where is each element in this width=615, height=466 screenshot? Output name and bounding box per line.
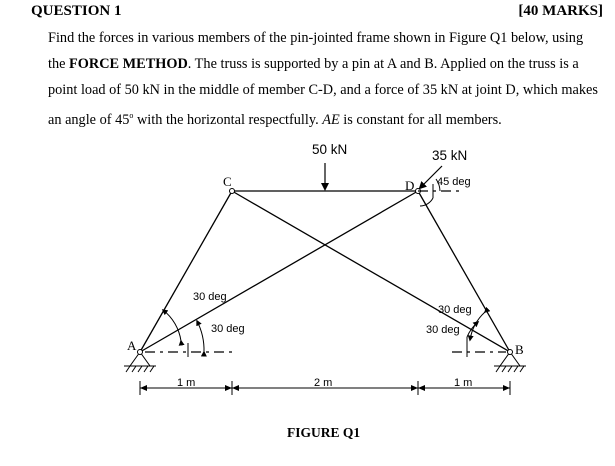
question-text-part4: is constant for all members. (339, 111, 502, 128)
angle-label-d: 45 deg (437, 176, 471, 188)
joint-c (230, 189, 235, 194)
question-marks: [40 MARKS] (518, 3, 603, 19)
dimension-label-middle: 2 m (314, 377, 333, 389)
load-label-center: 50 kN (312, 142, 348, 157)
node-label-a: A (127, 338, 137, 353)
method-name: FORCE METHOD (69, 56, 188, 72)
question-text-part3: with the horizontal respectfully. (133, 111, 323, 128)
angle-label-b-upper: 30 deg (438, 304, 472, 316)
dimension-label-right: 1 m (454, 377, 473, 389)
angle-arc-a-lower (197, 321, 204, 352)
degree-symbol: o (129, 111, 134, 120)
angle-label-a-lower: 30 deg (211, 323, 245, 335)
ae-symbol: AE (322, 111, 340, 128)
angle-label-b-lower: 30 deg (426, 324, 460, 336)
angle-arc-a-upper (163, 310, 181, 341)
load-label-d: 35 kN (432, 148, 468, 163)
figure-caption: FIGURE Q1 (287, 425, 361, 440)
question-title: QUESTION 1 (31, 3, 122, 19)
node-label-b: B (515, 342, 524, 357)
angle-label-a-upper: 30 deg (193, 291, 227, 303)
node-label-c: C (223, 174, 232, 189)
node-label-d: D (405, 178, 415, 193)
question-text-part1: Find the forces in various members of the pin-jointed frame shown in Figure Q1 below, using the (48, 30, 584, 72)
dimension-label-left: 1 m (177, 377, 196, 389)
member-ad (140, 191, 418, 352)
member-cb (232, 191, 510, 352)
question-text-part2: . The truss is supported by a pin at A and B. Applied on the truss is a point load of 50 kN in the middle of member C-D, and a force of 35 kN at joint D, which makes an angle of 45 (48, 56, 598, 128)
